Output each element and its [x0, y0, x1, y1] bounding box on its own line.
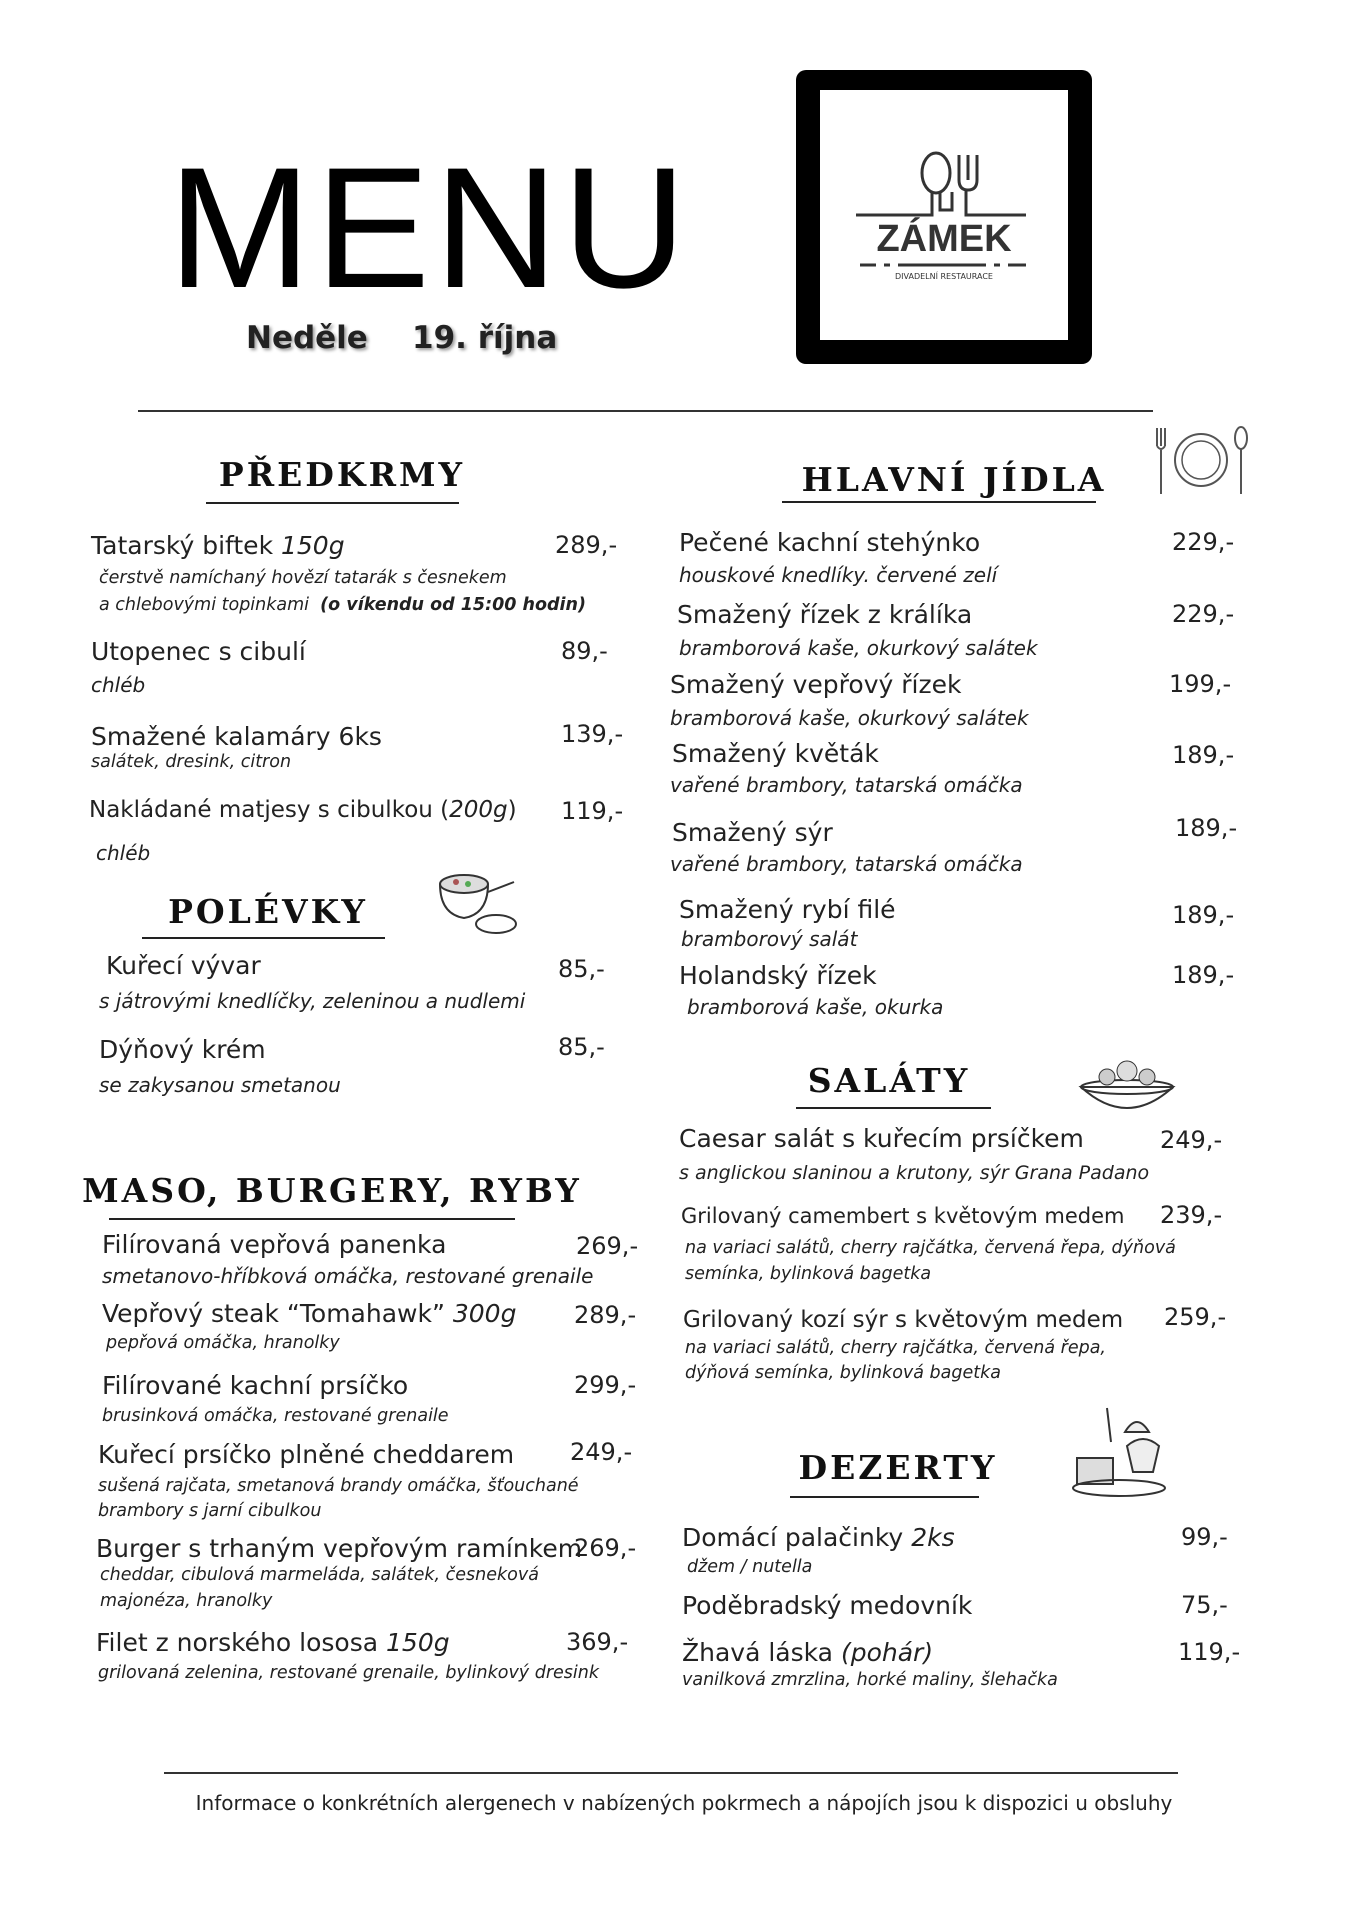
item-name: Grilovaný kozí sýr s květovým medem [683, 1307, 1124, 1333]
item-name: Domácí palačinky 2ks [682, 1523, 955, 1552]
item-desc: chléb [96, 841, 151, 865]
item-name: Kuřecí prsíčko plněné cheddarem [98, 1440, 515, 1469]
item-price: 199,- [1169, 670, 1232, 698]
item-price: 85,- [558, 955, 605, 983]
item-desc: semínka, bylinková bagetka [685, 1264, 932, 1284]
item-desc: pepřová omáčka, hranolky [106, 1333, 340, 1353]
item-price: 119,- [561, 797, 624, 825]
item-price: 89,- [561, 637, 608, 665]
item-desc: s anglickou slaninou a krutony, sýr Grana Padano [679, 1162, 1150, 1184]
item-desc: bramborový salát [681, 927, 858, 951]
item-desc: čerstvě namíchaný hovězí tatarák s česnekem [99, 568, 507, 588]
soup-pot-icon [434, 862, 520, 940]
item-name: Nakládané matjesy s cibulkou (200g) [89, 797, 517, 823]
item-name: Burger s trhaným vepřovým ramínkem [96, 1534, 583, 1563]
item-name: Poděbradský medovník [682, 1591, 973, 1620]
item-price: 299,- [574, 1371, 637, 1399]
item-desc: vařené brambory, tatarská omáčka [670, 773, 1023, 797]
heading-underline [796, 1107, 991, 1109]
item-price: 289,- [574, 1301, 637, 1329]
heading-underline [142, 937, 385, 939]
item-price: 189,- [1172, 901, 1235, 929]
section-heading-dezerty: DEZERTY [798, 1448, 998, 1487]
item-name: Smažený sýr [672, 818, 833, 847]
item-name: Filet z norského lososa 150g [96, 1628, 450, 1657]
item-price: 229,- [1172, 528, 1235, 556]
item-price: 249,- [1160, 1126, 1223, 1154]
item-name: Dýňový krém [99, 1035, 266, 1064]
item-desc: džem / nutella [687, 1557, 813, 1577]
item-price: 189,- [1172, 961, 1235, 989]
item-name: Žhavá láska (pohár) [682, 1638, 934, 1667]
menu-day: Neděle [246, 320, 368, 356]
bottom-divider [164, 1772, 1178, 1774]
item-desc: salátek, dresink, citron [91, 752, 292, 772]
item-name: Smažený vepřový řízek [670, 670, 962, 699]
item-name: Utopenec s cibulí [91, 637, 306, 666]
heading-underline [206, 502, 459, 504]
item-desc: sušená rajčata, smetanová brandy omáčka, šťouchané [98, 1476, 579, 1496]
heading-underline [782, 501, 1096, 503]
restaurant-logo [796, 70, 1092, 364]
item-price: 85,- [558, 1033, 605, 1061]
item-name: Filírované kachní prsíčko [102, 1371, 409, 1400]
item-name: Filírovaná vepřová panenka [102, 1230, 447, 1259]
item-desc: se zakysanou smetanou [99, 1073, 341, 1097]
item-price: 289,- [555, 531, 618, 559]
menu-date: 19. října [412, 320, 558, 356]
item-desc: vanilková zmrzlina, horké maliny, šlehačka [682, 1670, 1058, 1690]
item-price: 189,- [1175, 814, 1238, 842]
item-desc: dýňová semínka, bylinková bagetka [685, 1363, 1001, 1383]
salad-bowl-icon [1077, 1053, 1177, 1119]
item-desc: cheddar, cibulová marmeláda, salátek, česneková [100, 1565, 539, 1585]
item-name: Smažený rybí filé [679, 895, 896, 924]
section-heading-salaty: SALÁTY [807, 1061, 971, 1100]
item-desc: smetanovo-hříbková omáčka, restované grenaile [102, 1264, 594, 1288]
item-name: Pečené kachní stehýnko [679, 528, 981, 557]
item-price: 139,- [561, 720, 624, 748]
cutlery-logo-icon [796, 70, 1092, 364]
item-name: Caesar salát s kuřecím prsíčkem [679, 1124, 1084, 1153]
item-name: Kuřecí vývar [106, 951, 261, 980]
item-price: 269,- [576, 1232, 639, 1260]
section-heading-maso: MASO, BURGERY, RYBY [82, 1171, 582, 1210]
plate-cutlery-icon [1151, 424, 1251, 496]
item-name: Smažené kalamáry 6ks [91, 722, 382, 751]
item-price: 259,- [1164, 1303, 1227, 1331]
dessert-icon [1067, 1402, 1171, 1500]
item-desc: bramborová kaše, okurkový salátek [679, 636, 1038, 660]
heading-underline [109, 1218, 515, 1220]
item-desc: houskové knedlíky. červené zelí [679, 563, 998, 587]
section-heading-predkrmy: PŘEDKRMY [218, 455, 466, 494]
item-name: Vepřový steak “Tomahawk” 300g [102, 1299, 517, 1328]
item-price: 249,- [570, 1438, 633, 1466]
item-desc: na variaci salátů, cherry rajčátka, červená řepa, dýňová [685, 1238, 1176, 1258]
item-desc: s játrovými knedlíčky, zeleninou a nudlemi [99, 989, 526, 1013]
item-desc: na variaci salátů, cherry rajčátka, červená řepa, [685, 1338, 1106, 1358]
item-name: Tatarský biftek 150g [91, 531, 345, 560]
item-price: 239,- [1160, 1201, 1223, 1229]
item-name: Grilovaný camembert s květovým medem [681, 1204, 1125, 1228]
item-price: 99,- [1181, 1523, 1228, 1551]
logo-name: ZÁMEK [876, 218, 1012, 260]
item-desc: brusinková omáčka, restované grenaile [102, 1406, 449, 1426]
item-price: 229,- [1172, 600, 1235, 628]
item-desc: bramborová kaše, okurkový salátek [670, 706, 1029, 730]
top-divider [138, 410, 1153, 412]
allergen-note: Informace o konkrétních alergenech v nabízených pokrmech a nápojích jsou k dispozici u obsluhy [195, 1791, 1173, 1815]
item-desc: chléb [91, 673, 146, 697]
item-price: 369,- [566, 1628, 629, 1656]
item-name: Smažený květák [672, 739, 879, 768]
heading-underline [790, 1496, 979, 1498]
section-heading-polevky: POLÉVKY [168, 892, 368, 931]
item-desc: grilovaná zelenina, restované grenaile, bylinkový dresink [98, 1663, 599, 1683]
item-price: 269,- [574, 1534, 637, 1562]
item-desc: a chlebovými topinkami (o víkendu od 15:00 hodin) [99, 595, 587, 615]
item-price: 119,- [1178, 1638, 1241, 1666]
item-desc: bramborová kaše, okurka [687, 995, 944, 1019]
item-price: 75,- [1181, 1591, 1228, 1619]
item-desc: majonéza, hranolky [100, 1591, 273, 1611]
item-price: 189,- [1172, 741, 1235, 769]
menu-title: MENU [168, 132, 691, 324]
item-name: Smažený řízek z králíka [677, 600, 973, 629]
item-note: (o víkendu od 15:00 hodin) [320, 595, 587, 615]
item-desc: vařené brambory, tatarská omáčka [670, 852, 1023, 876]
logo-subtitle: DIVADELNÍ RESTAURACE [894, 272, 993, 281]
item-name: Holandský řízek [679, 961, 877, 990]
section-heading-hlavni: HLAVNÍ JÍDLA [801, 460, 1107, 499]
item-desc: brambory s jarní cibulkou [98, 1501, 322, 1521]
